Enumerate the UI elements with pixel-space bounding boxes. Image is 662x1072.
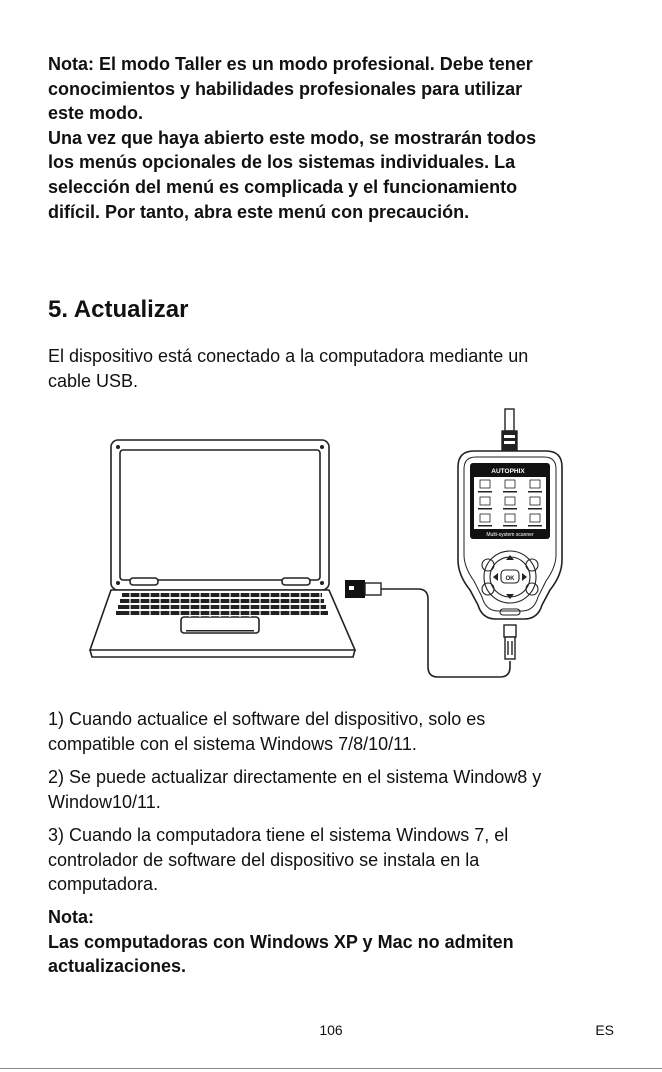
note-line: este modo. xyxy=(48,103,144,124)
obd-scanner-device xyxy=(458,451,562,619)
device-brand-label: AUTOPHIX xyxy=(491,468,525,475)
intro-line: El dispositivo está conectado a la computadora mediante un xyxy=(48,346,529,366)
usb-connection-illustration xyxy=(80,405,600,685)
page-number: 106 xyxy=(319,1022,343,1038)
item-line: 3) Cuando la computadora tiene el sistema Windows 7, el xyxy=(48,825,509,845)
item-line: 1) Cuando actualice el software del dispositivo, solo es xyxy=(48,709,486,729)
note-line: los menús opcionales de los sistemas individuales. La xyxy=(48,152,516,173)
language-code: ES xyxy=(595,1022,614,1038)
item-line: controlador de software del dispositivo se instala en la xyxy=(48,849,480,870)
laptop-icon xyxy=(90,440,355,657)
list-item xyxy=(48,823,628,897)
final-note-line: actualizaciones. xyxy=(48,956,187,977)
usb-plug-icon xyxy=(345,580,381,598)
device-caption-label: Multi-system scanner xyxy=(486,532,534,538)
item-line: 2) Se puede actualizar directamente en el sistema Window8 y xyxy=(48,767,542,787)
section-intro xyxy=(48,344,628,393)
list-item xyxy=(48,707,628,756)
final-note xyxy=(48,905,628,979)
intro-line: cable USB. xyxy=(48,370,139,391)
final-note-line: Las computadoras con Windows XP y Mac no admiten xyxy=(48,931,514,952)
warning-note xyxy=(48,52,628,224)
item-line: Window10/11. xyxy=(48,791,161,812)
note-line: difícil. Por tanto, abra este menú con precaución. xyxy=(48,201,470,222)
note-line: conocimientos y habilidades profesionales para utilizar xyxy=(48,78,523,99)
item-line: computadora. xyxy=(48,874,159,895)
bottom-rule xyxy=(0,1068,662,1069)
note-line: selección del menú es complicada y el funcionamiento xyxy=(48,176,518,197)
device-top-cable xyxy=(502,409,517,451)
list-item xyxy=(48,765,628,814)
final-note-label: Nota: xyxy=(48,907,94,927)
note-line: Una vez que haya abierto este modo, se mostrarán todos xyxy=(48,127,537,148)
note-line: Nota: El modo Taller es un modo profesional. Debe tener xyxy=(48,54,533,74)
item-line: compatible con el sistema Windows 7/8/10/11. xyxy=(48,733,417,754)
device-cable-connector xyxy=(504,625,516,659)
section-title: 5. Actualizar xyxy=(48,296,189,323)
ok-button-label: OK xyxy=(505,576,515,582)
